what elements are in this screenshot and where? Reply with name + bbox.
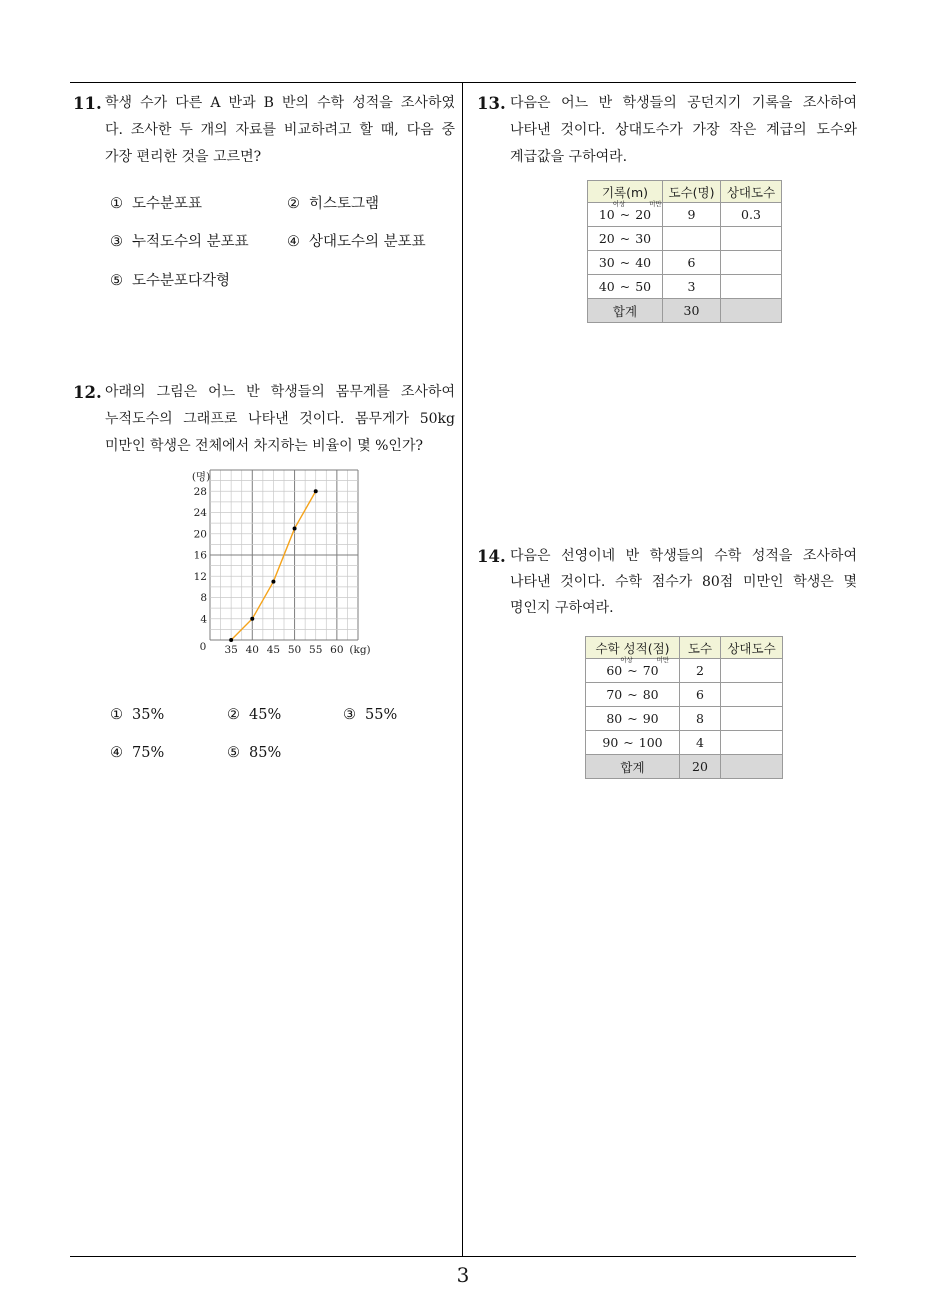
question-line: 나타낸 것이다. 수학 점수가 80점 미만인 학생은 몇	[510, 574, 857, 590]
total-frequency-cell: 30	[663, 299, 721, 323]
table-total-row	[586, 755, 783, 779]
data-point	[314, 489, 318, 493]
interval-separator: ~	[619, 279, 631, 294]
answer-option	[227, 705, 281, 725]
class-interval	[606, 656, 670, 678]
interval-end-value: 50	[635, 279, 652, 294]
table-total-row	[588, 299, 782, 323]
frequency-table	[587, 180, 782, 323]
class-interval-cell	[586, 731, 680, 755]
relative-frequency-cell: 0.3	[721, 203, 782, 227]
option-text: 도수분포표	[132, 196, 203, 212]
page-number: 3	[456, 1263, 470, 1287]
option-text: 55%	[365, 707, 398, 723]
inclusive-note: 이상	[620, 656, 633, 664]
frequency-cell: 8	[680, 707, 721, 731]
interval-start-value: 70	[606, 687, 623, 702]
data-point	[229, 638, 233, 642]
y-tick-label: 8	[200, 592, 207, 604]
relative-frequency-cell	[721, 683, 783, 707]
question-number: 11.	[73, 94, 102, 113]
interval-end-value: 90	[642, 711, 659, 726]
data-point	[293, 526, 297, 530]
interval-separator: ~	[619, 231, 631, 246]
option-marker: ①	[110, 196, 123, 212]
column-header: 도수(명)	[663, 181, 721, 203]
answer-option	[110, 271, 230, 291]
interval-start-value: 30	[598, 255, 615, 270]
answer-option	[110, 194, 202, 214]
table-row	[588, 203, 782, 227]
answer-option	[110, 743, 164, 763]
relative-frequency-cell	[721, 251, 782, 275]
frequency-cell: 9	[663, 203, 721, 227]
interval-separator: ~	[627, 663, 638, 678]
class-interval	[599, 279, 651, 294]
relative-frequency-cell	[721, 227, 782, 251]
y-tick-label: 20	[193, 528, 207, 541]
option-marker: ②	[287, 196, 300, 212]
question-line: 누적도수의 그래프로 나타낸 것이다. 몸무게가 50kg	[105, 411, 455, 427]
question-text	[105, 90, 455, 171]
x-axis-label: (kg)	[349, 644, 371, 656]
class-interval	[602, 735, 662, 750]
interval-start-value: 40	[598, 279, 615, 294]
total-relative-frequency-cell	[721, 299, 782, 323]
y-tick-label: 12	[193, 570, 207, 583]
class-interval	[606, 711, 658, 726]
class-interval	[599, 231, 651, 246]
frequency-cell: 4	[680, 731, 721, 755]
class-interval	[598, 200, 662, 222]
inclusive-note: 이상	[612, 200, 626, 208]
option-text: 45%	[249, 707, 282, 723]
question-line: 미만인 학생은 전체에서 차지하는 비율이 몇 %인가?	[105, 438, 423, 454]
option-text: 35%	[132, 707, 165, 723]
y-axis-label: (명)	[191, 471, 211, 483]
question-line: 명인지 구하여라.	[510, 600, 614, 616]
interval-end-value: 70	[642, 663, 659, 678]
table-row	[586, 659, 783, 683]
interval-end-value: 40	[635, 255, 652, 270]
interval-start-value: 20	[598, 231, 615, 246]
option-text: 상대도수의 분포표	[309, 234, 426, 250]
column-divider	[462, 82, 463, 1256]
interval-start	[598, 200, 626, 222]
option-text: 히스토그램	[309, 196, 380, 212]
relative-frequency-cell	[721, 659, 783, 683]
table-row	[588, 227, 782, 251]
question-line: 다. 조사한 두 개의 자료를 비교하려고 할 때, 다음 중	[105, 122, 455, 138]
option-marker: ④	[110, 745, 123, 761]
frequency-cell: 6	[663, 251, 721, 275]
total-frequency-cell: 20	[680, 755, 721, 779]
data-point	[271, 580, 275, 584]
option-marker: ②	[227, 707, 240, 723]
answer-option	[110, 705, 164, 725]
question-line: 나타낸 것이다. 상대도수가 가장 작은 계급의 도수와	[510, 122, 857, 138]
origin-label: 0	[199, 641, 207, 653]
question-line: 학생 수가 다른 A 반과 B 반의 수학 성적을 조사하였	[105, 95, 455, 111]
exclusive-note: 미만	[649, 200, 662, 208]
interval-start-value: 10	[598, 207, 615, 222]
x-tick-label: 45	[266, 644, 281, 656]
column-header: 상대도수	[721, 637, 783, 659]
frequency-cell: 2	[680, 659, 721, 683]
interval-end-value: 30	[635, 231, 652, 246]
class-interval-cell	[588, 275, 663, 299]
class-interval-cell	[588, 200, 663, 227]
option-marker: ③	[110, 234, 123, 250]
question-text	[510, 90, 857, 171]
interval-separator: ~	[627, 687, 638, 702]
x-tick-label: 60	[330, 644, 344, 656]
table-row	[586, 707, 783, 731]
y-tick-label: 4	[200, 613, 207, 626]
question-text	[510, 543, 857, 621]
cumulative-frequency-graph	[180, 464, 380, 664]
column-header: 수학 성적(점)	[586, 637, 680, 659]
frequency-cell: 3	[663, 275, 721, 299]
interval-end-value: 20	[635, 207, 652, 222]
class-interval-cell	[586, 656, 680, 683]
question-number: 12.	[73, 383, 102, 402]
frequency-cell: 6	[680, 683, 721, 707]
question-line: 다음은 어느 반 학생들의 공던지기 기록을 조사하여	[510, 95, 857, 111]
frequency-cell	[663, 227, 721, 251]
table-row	[586, 731, 783, 755]
answer-option	[287, 232, 426, 252]
answer-option	[343, 705, 397, 725]
option-marker: ③	[343, 707, 356, 723]
option-text: 85%	[249, 745, 282, 761]
x-tick-label: 55	[309, 644, 323, 656]
answer-option	[110, 232, 249, 252]
interval-end	[642, 656, 670, 678]
interval-end-value: 80	[642, 687, 659, 702]
option-marker: ⑤	[227, 745, 240, 761]
y-tick-label: 16	[193, 549, 207, 562]
option-text: 도수분포다각형	[132, 273, 231, 289]
question-line: 아래의 그림은 어느 반 학생들의 몸무게를 조사하여	[105, 384, 455, 400]
total-label: 합계	[586, 755, 680, 779]
interval-end-value: 100	[638, 735, 663, 750]
option-marker: ⑤	[110, 273, 123, 289]
class-interval-cell	[586, 683, 680, 707]
exclusive-note: 미만	[656, 656, 670, 664]
bottom-rule	[70, 1256, 856, 1257]
option-marker: ①	[110, 707, 123, 723]
question-line: 계급값을 구하여라.	[510, 149, 628, 165]
x-tick-label: 35	[224, 644, 238, 656]
interval-end	[635, 200, 662, 222]
interval-separator: ~	[627, 711, 638, 726]
y-tick-label: 24	[193, 507, 207, 519]
relative-frequency-cell	[721, 275, 782, 299]
interval-separator: ~	[623, 735, 634, 750]
total-relative-frequency-cell	[721, 755, 783, 779]
interval-separator: ~	[619, 255, 631, 270]
interval-start-value: 60	[606, 663, 623, 678]
option-text: 누적도수의 분포표	[132, 234, 249, 250]
question-line: 다음은 선영이네 반 학생들의 수학 성적을 조사하여	[510, 548, 857, 564]
total-label: 합계	[588, 299, 663, 323]
x-tick-label: 40	[245, 644, 259, 656]
top-rule	[70, 82, 856, 83]
answer-option	[227, 743, 281, 763]
frequency-table	[585, 636, 783, 779]
interval-start-value: 80	[606, 711, 623, 726]
column-header: 도수	[680, 637, 721, 659]
x-tick-label: 50	[287, 644, 302, 656]
class-interval	[606, 687, 658, 702]
table-row	[586, 683, 783, 707]
table-row	[588, 275, 782, 299]
table-row	[588, 251, 782, 275]
question-number: 14.	[477, 547, 506, 566]
class-interval-cell	[588, 227, 663, 251]
interval-start-value: 90	[602, 735, 619, 750]
data-point	[250, 617, 254, 621]
relative-frequency-cell	[721, 731, 783, 755]
question-line: 가장 편리한 것을 고르면?	[105, 149, 262, 165]
class-interval	[599, 255, 651, 270]
interval-start	[606, 656, 633, 678]
relative-frequency-cell	[721, 707, 783, 731]
question-number: 13.	[477, 94, 506, 113]
answer-option	[287, 194, 379, 214]
option-marker: ④	[287, 234, 300, 250]
interval-separator: ~	[619, 207, 631, 222]
column-header: 상대도수	[721, 181, 782, 203]
class-interval-cell	[586, 707, 680, 731]
class-interval-cell	[588, 251, 663, 275]
question-text	[105, 379, 455, 460]
column-header: 기록(m)	[588, 181, 663, 203]
table-header-row	[586, 637, 783, 659]
option-text: 75%	[132, 745, 165, 761]
y-tick-label: 28	[193, 485, 207, 498]
